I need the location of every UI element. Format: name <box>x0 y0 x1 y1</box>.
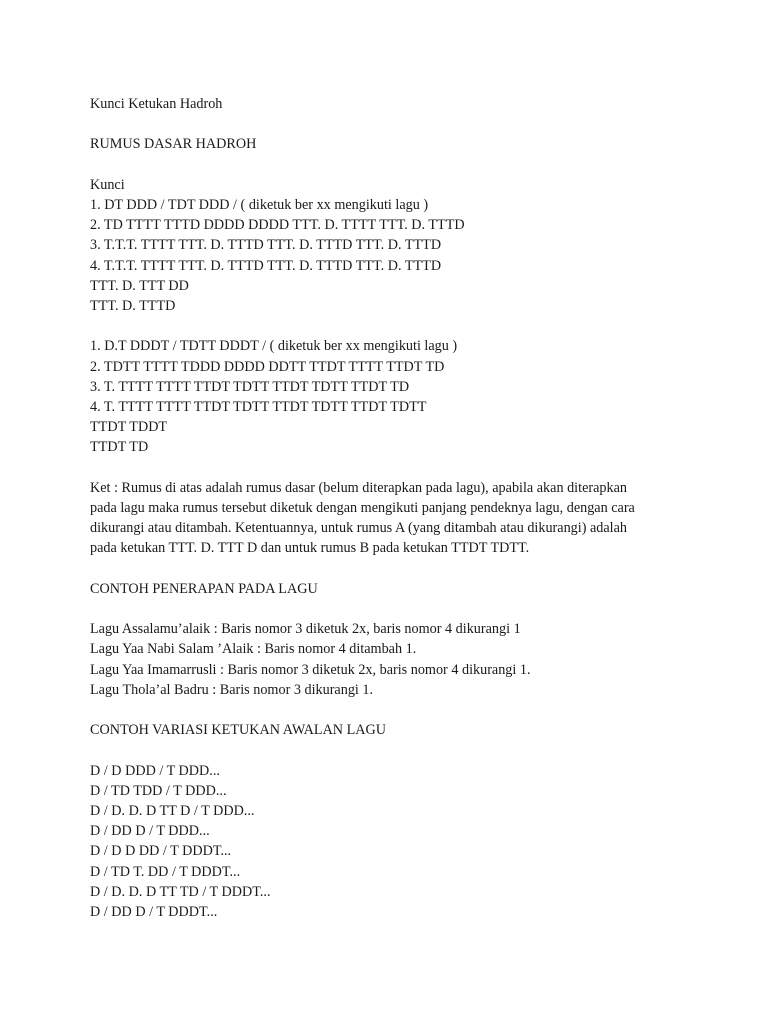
contoh-lagu-line: Lagu Yaa Nabi Salam ’Alaik : Baris nomor 4 ditambah 1. <box>90 641 417 658</box>
ket-paragraph <box>90 478 728 559</box>
variasi-line: D / D DDD / T DDD... <box>90 762 220 779</box>
rumus-line: 2. TDTT TTTT TDDD DDDD DDTT TTDT TTTT TTDT TD <box>90 358 445 375</box>
rumus-line: 4. T. TTTT TTTT TTDT TDTT TTDT TDTT TTDT TDTT <box>90 399 427 415</box>
rumus-line: TTDT TD <box>90 439 149 456</box>
contoh-lagu-line: Lagu Assalamu’alaik : Baris nomor 3 diketuk 2x, baris nomor 4 dikurangi 1 <box>90 621 521 638</box>
document-title: Kunci Ketukan Hadroh <box>90 96 223 112</box>
variasi-line: D / TD TDD / T DDD... <box>90 782 227 799</box>
rumus-line: TTDT TDDT <box>90 419 168 436</box>
rumus-a-block <box>90 195 728 316</box>
ket-line: Ket : Rumus di atas adalah rumus dasar (belum diterapkan pada lagu), apabila akan diterapkan <box>90 479 627 496</box>
rumus-line: 4. T.T.T. TTTT TTT. D. TTTD TTT. D. TTTD TTT. D. TTTD <box>90 257 442 274</box>
rumus-line: 3. T.T.T. TTTT TTT. D. TTTD TTT. D. TTTD TTT. D. TTTD <box>90 237 442 254</box>
ket-line: dikurangi atau ditambah. Ketentuannya, untuk rumus A (yang ditambah atau dikurangi) adalah <box>90 520 628 537</box>
rumus-line: 3. T. TTTT TTTT TTDT TDTT TTDT TDTT TTDT TD <box>90 378 410 395</box>
variasi-line: D / DD D / T DDD... <box>90 823 210 840</box>
variasi-block <box>90 761 728 923</box>
rumus-b-block <box>90 336 728 457</box>
section-heading-rumus-dasar: RUMUS DASAR HADROH <box>90 136 257 153</box>
rumus-line: TTT. D. TTTD <box>90 298 176 314</box>
variasi-line: D / D. D. D TT D / T DDD... <box>90 802 255 819</box>
variasi-line: D / DD D / T DDDT... <box>90 904 218 920</box>
section-heading-contoh-penerapan: CONTOH PENERAPAN PADA LAGU <box>90 580 318 597</box>
ket-line: pada ketukan TTT. D. TTT D dan untuk rumus B pada ketukan TTDT TDTT. <box>90 540 530 557</box>
ket-line: pada lagu maka rumus tersebut diketuk dengan mengikuti panjang pendeknya lagu, dengan cara <box>90 500 635 516</box>
kunci-label: Kunci <box>90 176 125 193</box>
section-heading-contoh-variasi: CONTOH VARIASI KETUKAN AWALAN LAGU <box>90 722 387 739</box>
variasi-line: D / D D DD / T DDDT... <box>90 843 232 860</box>
contoh-lagu-block <box>90 619 728 700</box>
rumus-line: 1. DT DDD / TDT DDD / ( diketuk ber xx mengikuti lagu ) <box>90 196 429 213</box>
contoh-lagu-line: Lagu Yaa Imamarrusli : Baris nomor 3 diketuk 2x, baris nomor 4 dikurangi 1. <box>90 661 531 678</box>
rumus-line: 2. TD TTTT TTTD DDDD DDDD TTT. D. TTTT TTT. D. TTTD <box>90 217 465 234</box>
rumus-line: 1. D.T DDDT / TDTT DDDT / ( diketuk ber xx mengikuti lagu ) <box>90 338 458 355</box>
rumus-line: TTT. D. TTT DD <box>90 277 189 294</box>
variasi-line: D / TD T. DD / T DDDT... <box>90 863 241 880</box>
variasi-line: D / D. D. D TT TD / T DDDT... <box>90 883 271 900</box>
contoh-lagu-line: Lagu Thola’al Badru : Baris nomor 3 dikurangi 1. <box>90 681 374 698</box>
